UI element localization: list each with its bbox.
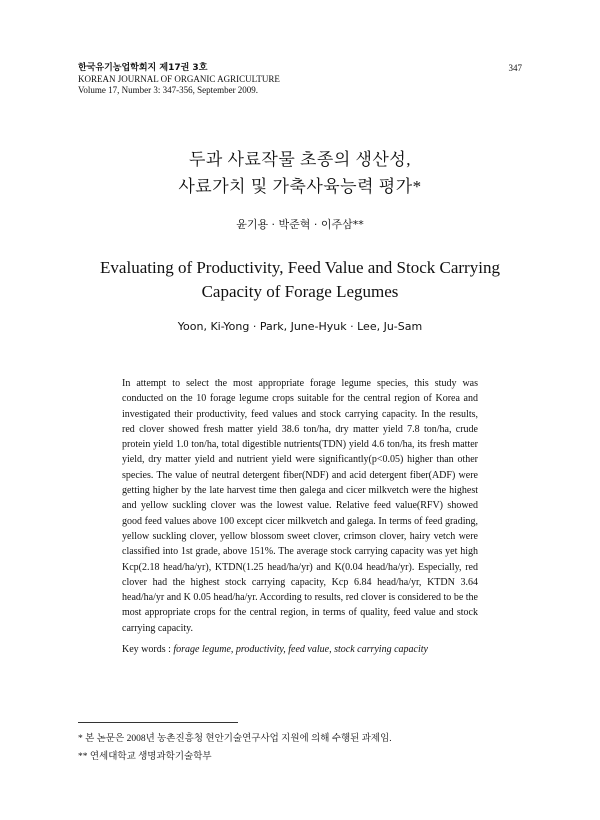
page-number: 347	[508, 63, 522, 73]
journal-header	[78, 63, 378, 96]
footnote-funding: * 본 논문은 2008년 농촌진흥청 현안기술연구사업 지원에 의해 수행된 과제임.	[78, 734, 392, 744]
title-english-line-2: Capacity of Forage Legumes	[201, 282, 399, 301]
keywords-terms: forage legume, productivity, feed value, stock carrying capacity	[173, 644, 428, 655]
title-korean-line-2: 사료가치 및 가축사육능력 평가*	[178, 177, 422, 196]
title-english-line-1: Evaluating of Productivity, Feed Value and Stock Carrying	[100, 258, 500, 277]
keywords	[122, 644, 478, 655]
footnote-affiliation: ** 연세대학교 생명과학기술학부	[78, 752, 212, 762]
footnote-divider	[78, 722, 238, 723]
keywords-label: Key words :	[122, 644, 171, 655]
journal-name-korean: 한국유기농업학회지 제17권 3호	[78, 63, 208, 73]
abstract: In attempt to select the most appropriate forage legume species, this study was conducted on the 10 forage legume crops suitable for the central region of Korea and investigated their productivity, feed values and stock carrying capacity. In the results, red clover showed fresh matter yield 38.6 ton/ha, dry matter yield 7.8 ton/ha, crude protein yield 1.0 ton/ha, total digestible nutrients(TDN) yield 4.6 ton/ha, its fresh matter yield, dry matter yield and nutrient yield were significantly(p<0.05) higher than other species. The value of neutral detergent fiber(NDF) and acid detergent fiber(ADF) were getting higher by the late harvest time then galega and cicer milkvetch were the highest and yellow suckling clover was the lowest value. Relative feed value(RFV) showed good feed values above 100 except cicer milkvetch and galega. In terms of feed grading, yellow suckling clover, yellow blossom sweet clover, crimson clover, hairy vetch were classified into 1st grade, above 151%. The average stock carrying capacity was yet high Kcp(2.18 head/ha/yr), KTDN(1.25 head/ha/yr) and K(0.04 head/ha/yr). Especially, red clover had the highest stock carrying capacity, Kcp 6.84 head/ha/yr, KTDN 3.64 head/ha/yr and K 0.05 head/ha/yr. According to results, red clover is considered to be the most appropriate crops for the central region, in terms of quality, feed value and stock carrying capacity.	[122, 378, 478, 634]
authors-korean: 윤기용 · 박준혁 · 이주삼**	[236, 218, 364, 231]
title-korean-line-1: 두과 사료작물 초종의 생산성,	[188, 150, 412, 169]
authors-english: Yoon, Ki-Yong · Park, June-Hyuk · Lee, Ju-Sam	[177, 320, 423, 333]
title-korean	[0, 146, 600, 200]
volume-info: Volume 17, Number 3: 347-356, September 2009.	[78, 85, 259, 95]
journal-name-english: KOREAN JOURNAL OF ORGANIC AGRICULTURE	[78, 74, 280, 84]
title-english	[0, 256, 600, 304]
